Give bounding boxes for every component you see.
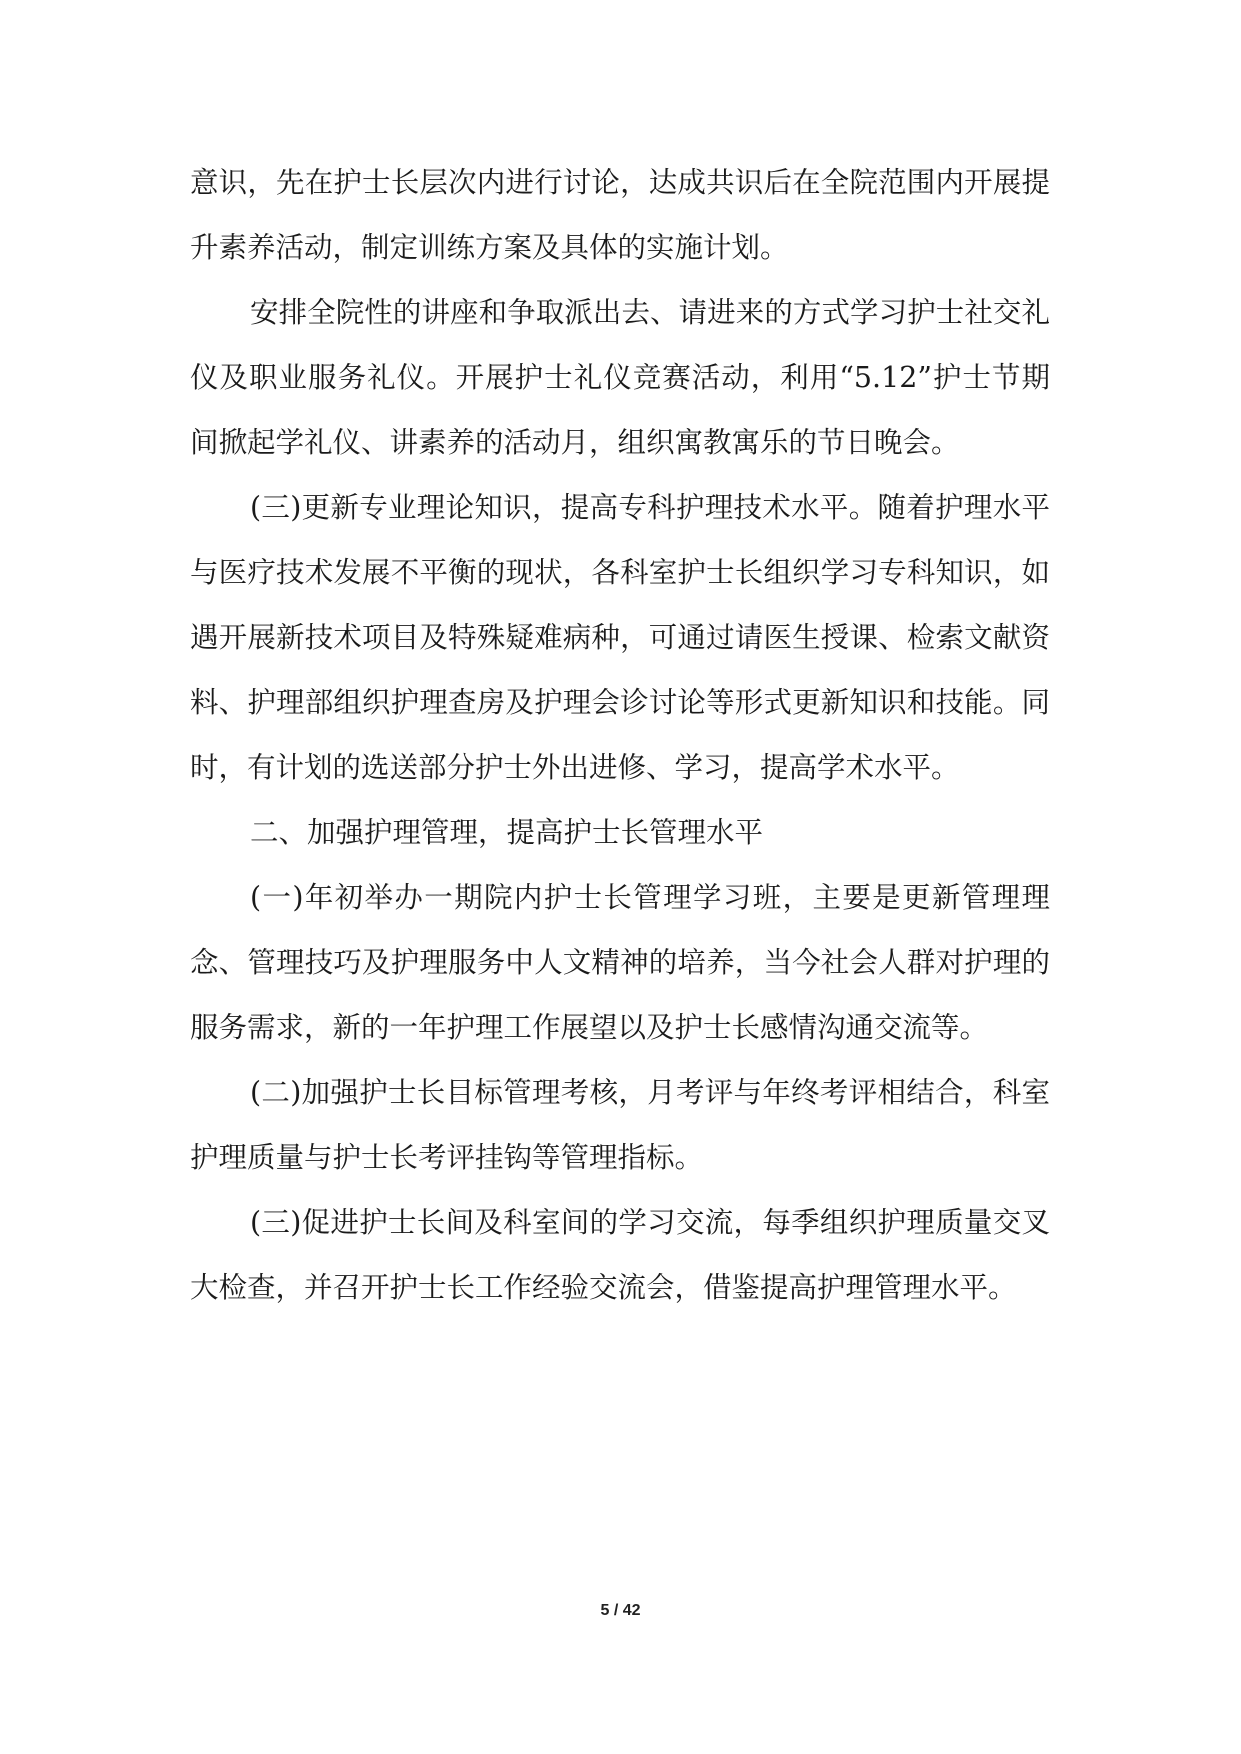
paragraph-6: (二)加强护士长目标管理考核，月考评与年终考评相结合，科室护理质量与护士长考评挂钩等管理指标。 bbox=[190, 1076, 1050, 1174]
document-body bbox=[190, 150, 1050, 1320]
section-heading: 二、加强护理管理，提高护士长管理水平 bbox=[250, 816, 764, 849]
paragraph-1: 意识，先在护士长层次内进行讨论，达成共识后在全院范围内开展提升素养活动，制定训练方案及具体的实施计划。 bbox=[190, 166, 1050, 264]
paragraph-3: (三)更新专业理论知识，提高专科护理技术水平。随着护理水平与医疗技术发展不平衡的现状，各科室护士长组织学习专科知识，如遇开展新技术项目及特殊疑难病种，可通过请医生授课、检索文献资料、护理部组织护理查房及护理会诊讨论等形式更新知识和技能。同时，有计划的选送部分护士外出进修、学习，提高学术水平。 bbox=[190, 491, 1050, 784]
paragraph-7: (三)促进护士长间及科室间的学习交流，每季组织护理质量交叉大检查，并召开护士长工作经验交流会，借鉴提高护理管理水平。 bbox=[190, 1206, 1050, 1304]
paragraph-2: 安排全院性的讲座和争取派出去、请进来的方式学习护士社交礼仪及职业服务礼仪。开展护士礼仪竞赛活动，利用“5.12”护士节期间掀起学礼仪、讲素养的活动月，组织寓教寓乐的节日晚会。 bbox=[190, 296, 1050, 459]
paragraph-5: (一)年初举办一期院内护士长管理学习班，主要是更新管理理念、管理技巧及护理服务中人文精神的培养，当今社会人群对护理的服务需求，新的一年护理工作展望以及护士长感情沟通交流等。 bbox=[190, 881, 1050, 1044]
page-number: 5 / 42 bbox=[600, 1602, 641, 1619]
